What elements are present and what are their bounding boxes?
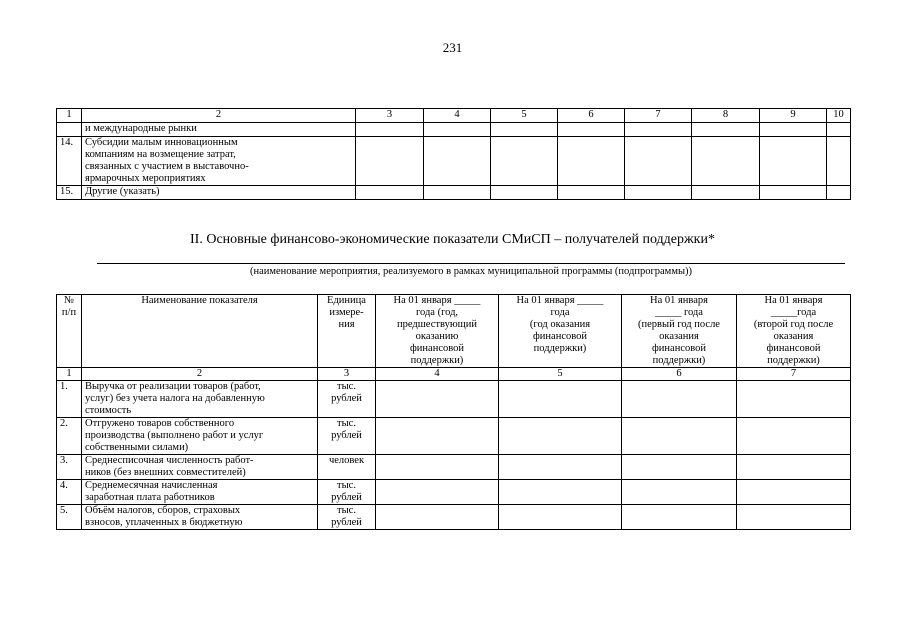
empty-cell xyxy=(356,137,424,186)
unit xyxy=(318,418,376,455)
unit-line: рублей xyxy=(331,492,362,503)
column-header-line: года (год, xyxy=(415,307,459,318)
empty-cell xyxy=(424,137,491,186)
column-header-line: финансовой xyxy=(410,343,464,354)
empty-cell xyxy=(622,505,737,530)
empty-cell xyxy=(692,137,760,186)
row-name-line: ярмарочных мероприятиях xyxy=(85,173,206,184)
column-header xyxy=(57,295,82,368)
row-number: 1. xyxy=(57,381,82,418)
empty-cell xyxy=(424,186,491,200)
row-name xyxy=(82,186,356,200)
unit xyxy=(318,381,376,418)
indicator-name xyxy=(82,455,318,480)
column-header-line: финансовой xyxy=(652,343,706,354)
empty-cell xyxy=(376,505,499,530)
row-name xyxy=(82,137,356,186)
indicator-name-line: Объём налогов, сборов, страховых xyxy=(85,505,241,516)
column-header-line: п/п xyxy=(61,307,77,318)
column-header-line: (год оказания xyxy=(529,319,591,330)
column-header-line: На 01 января xyxy=(649,295,708,306)
row-name-line: Субсидии малым инновационным xyxy=(85,137,238,148)
empty-cell xyxy=(356,186,424,200)
unit xyxy=(318,480,376,505)
row-number: 14. xyxy=(57,137,82,186)
empty-cell xyxy=(737,455,851,480)
column-header-line: На 01 января xyxy=(764,295,823,306)
empty-cell xyxy=(737,480,851,505)
column-number: 5 xyxy=(491,109,558,123)
empty-cell xyxy=(376,455,499,480)
column-header-line: (первый год после xyxy=(638,319,720,330)
column-number: 8 xyxy=(692,109,760,123)
row-name xyxy=(82,123,356,137)
column-header-line: _____ года xyxy=(655,307,703,318)
empty-cell xyxy=(760,186,827,200)
empty-cell xyxy=(499,418,622,455)
empty-cell xyxy=(424,123,491,137)
row-number: 4. xyxy=(57,480,82,505)
empty-cell xyxy=(558,123,625,137)
column-numbers-row xyxy=(57,368,851,381)
unit-line: рублей xyxy=(331,430,362,441)
indicator-name-line: Отгружено товаров собственного xyxy=(85,418,235,429)
column-header-line: измере- xyxy=(329,307,364,318)
column-header-line: предшествующий xyxy=(396,319,477,330)
unit-line: тыс. xyxy=(337,381,356,392)
row-name-line: компаниям на возмещение затрат, xyxy=(85,149,236,160)
table-row xyxy=(57,381,851,418)
column-header-line: поддержки) xyxy=(767,355,820,366)
column-number: 2 xyxy=(82,368,318,381)
empty-cell xyxy=(376,381,499,418)
column-header-line: (второй год после xyxy=(753,319,834,330)
table-row xyxy=(57,123,851,137)
indicator-name xyxy=(82,480,318,505)
empty-cell xyxy=(692,123,760,137)
column-number: 7 xyxy=(625,109,692,123)
table-row xyxy=(57,455,851,480)
empty-cell xyxy=(760,137,827,186)
empty-cell xyxy=(625,186,692,200)
indicator-name-line: Среднесписочная численность работ- xyxy=(85,455,254,466)
table-row xyxy=(57,480,851,505)
page-number: 231 xyxy=(442,40,463,55)
column-header-line: финансовой xyxy=(766,343,821,354)
column-header xyxy=(737,295,851,368)
row-name-line: Другие (указать) xyxy=(85,186,160,197)
column-header xyxy=(376,295,499,368)
row-number: 3. xyxy=(57,455,82,480)
row-number: 15. xyxy=(57,186,82,200)
column-number: 3 xyxy=(356,109,424,123)
table-row xyxy=(57,186,851,200)
column-header-line: поддержки) xyxy=(652,355,706,366)
unit xyxy=(318,455,376,480)
empty-cell xyxy=(622,480,737,505)
column-header-line: оказанию xyxy=(415,331,459,342)
column-number: 2 xyxy=(82,109,356,123)
unit-line: рублей xyxy=(331,393,362,404)
empty-cell xyxy=(827,186,851,200)
unit-line: человек xyxy=(328,455,365,466)
section-caption: (наименование мероприятия, реализуемого в рамках муниципальной программы (подпрограммы)) xyxy=(249,266,693,277)
table-row xyxy=(57,505,851,530)
table-row xyxy=(57,418,851,455)
indicator-name-line: заработная плата работников xyxy=(85,492,215,503)
table-header-row xyxy=(57,109,851,123)
column-number: 4 xyxy=(376,368,499,381)
column-header-line: На 01 января _____ xyxy=(393,295,481,306)
column-header-line: _____года xyxy=(770,307,817,318)
empty-cell xyxy=(491,186,558,200)
unit xyxy=(318,505,376,530)
column-number: 6 xyxy=(558,109,625,123)
column-number: 1 xyxy=(57,368,82,381)
empty-cell xyxy=(499,480,622,505)
column-header-line: года xyxy=(550,307,570,318)
empty-cell xyxy=(491,137,558,186)
indicator-name-line: взносов, уплаченных в бюджетную xyxy=(85,517,243,528)
empty-cell xyxy=(558,186,625,200)
indicator-name-line: Выручка от реализации товаров (работ, xyxy=(85,381,261,392)
unit-line: тыс. xyxy=(337,505,356,516)
indicator-name-line: ников (без внешних совместителей) xyxy=(85,467,246,478)
empty-cell xyxy=(692,186,760,200)
empty-cell xyxy=(558,137,625,186)
indicator-name-line: стоимость xyxy=(85,405,132,416)
fill-in-line xyxy=(97,263,845,264)
unit-line: тыс. xyxy=(337,418,356,429)
column-number: 4 xyxy=(424,109,491,123)
column-header xyxy=(622,295,737,368)
column-header-line: оказания xyxy=(773,331,814,342)
row-number: 5. xyxy=(57,505,82,530)
row-name-line: связанных с участием в выставочно- xyxy=(85,161,249,172)
column-header-line: Единица xyxy=(327,295,366,306)
column-number: 9 xyxy=(760,109,827,123)
column-number: 5 xyxy=(499,368,622,381)
empty-cell xyxy=(737,418,851,455)
column-header-line: ния xyxy=(338,319,355,330)
indicator-name-line: услуг) без учета налога на добавленную xyxy=(85,393,265,404)
empty-cell xyxy=(622,455,737,480)
empty-cell xyxy=(499,455,622,480)
column-number: 7 xyxy=(737,368,851,381)
empty-cell xyxy=(499,381,622,418)
column-header-line: поддержки) xyxy=(533,343,587,354)
empty-cell xyxy=(622,381,737,418)
table-header-row xyxy=(57,295,851,368)
empty-cell xyxy=(622,418,737,455)
column-header xyxy=(82,295,318,368)
row-number: 2. xyxy=(57,418,82,455)
indicator-name xyxy=(82,505,318,530)
table-continuation xyxy=(56,108,851,200)
column-number: 1 xyxy=(57,109,82,123)
column-number: 6 xyxy=(622,368,737,381)
column-header xyxy=(318,295,376,368)
column-header-line: № xyxy=(63,295,75,306)
empty-cell xyxy=(827,137,851,186)
column-number: 10 xyxy=(827,109,851,123)
column-number: 3 xyxy=(318,368,376,381)
empty-cell xyxy=(376,418,499,455)
empty-cell xyxy=(760,123,827,137)
indicator-name xyxy=(82,418,318,455)
column-header xyxy=(499,295,622,368)
column-header-line: Наименование показателя xyxy=(141,295,258,306)
empty-cell xyxy=(499,505,622,530)
empty-cell xyxy=(625,123,692,137)
column-header-line: оказания xyxy=(659,331,699,342)
section-title: II. Основные финансово-экономические показатели СМиСП – получателей поддержки* xyxy=(190,232,715,247)
row-number xyxy=(57,123,82,137)
column-header-line: финансовой xyxy=(533,331,587,342)
unit-line: рублей xyxy=(331,517,362,528)
empty-cell xyxy=(625,137,692,186)
empty-cell xyxy=(737,381,851,418)
indicator-name-line: собственными силами) xyxy=(85,442,189,453)
unit-line: тыс. xyxy=(337,480,356,491)
indicators-table xyxy=(56,294,851,530)
empty-cell xyxy=(356,123,424,137)
column-header-line: поддержки) xyxy=(410,355,464,366)
column-header-line: На 01 января _____ xyxy=(516,295,604,306)
empty-cell xyxy=(827,123,851,137)
empty-cell xyxy=(737,505,851,530)
empty-cell xyxy=(491,123,558,137)
indicator-name xyxy=(82,381,318,418)
indicator-name-line: Среднемесячная начисленная xyxy=(85,480,218,491)
row-name-line: и международные рынки xyxy=(85,123,197,134)
empty-cell xyxy=(376,480,499,505)
table-row xyxy=(57,137,851,186)
indicator-name-line: производства (выполнено работ и услуг xyxy=(85,430,264,441)
